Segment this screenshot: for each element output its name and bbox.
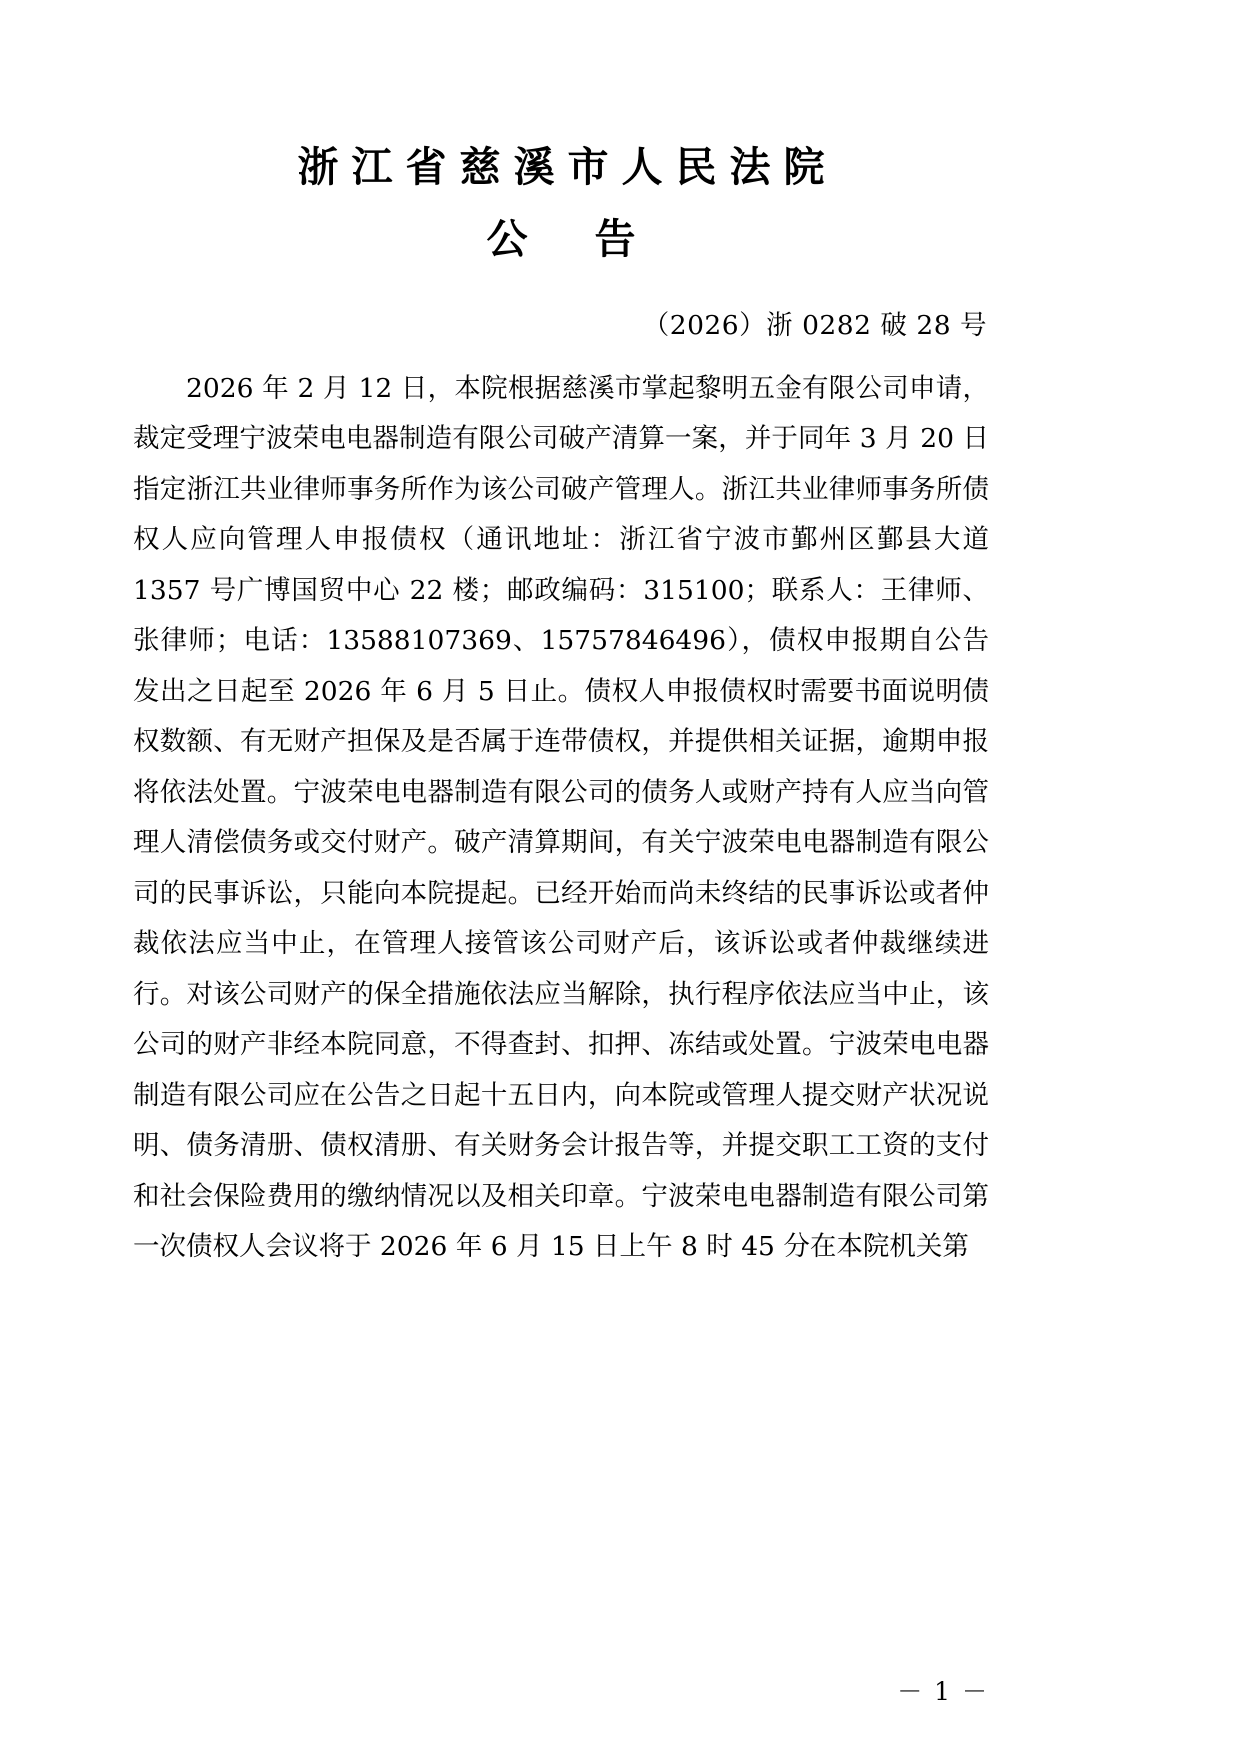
masthead bbox=[133, 0, 989, 264]
announcement-paragraph: 2026 年 2 月 12 日，本院根据慈溪市掌起黎明五金有限公司申请，裁定受理宁波荣电电器制造有限公司破产清算一案，并于同年 3 月 20 日指定浙江共业律师事务所作为该公司破产管理人。浙江共业律师事务所债权人应向管理人申报债权（通讯地址：浙江省宁波市鄞州区鄞县大道 1357 号广博国贸中心 22 楼；邮政编码：315100；联系人：王律师、张律师；电话：13588107369、15757846496），债权申报期自公告发出之日起至 2026 年 6 月 5 日止。债权人申报债权时需要书面说明债权数额、有无财产担保及是否属于连带债权，并提供相关证据，逾期申报将依法处置。宁波荣电电器制造有限公司的债务人或财产持有人应当向管理人清偿债务或交付财产。破产清算期间，有关宁波荣电电器制造有限公司的民事诉讼，只能向本院提起。已经开始而尚未终结的民事诉讼或者仲裁依法应当中止，在管理人接管该公司财产后，该诉讼或者仲裁继续进行。对该公司财产的保全措施依法应当解除，执行程序依法应当中止，该公司的财产非经本院同意，不得查封、扣押、冻结或处置。宁波荣电电器制造有限公司应在公告之日起十五日内，向本院或管理人提交财产状况说明、债务清册、债权清册、有关财务会计报告等，并提交职工工资的支付和社会保险费用的缴纳情况以及相关印章。宁波荣电电器制造有限公司第一次债权人会议将于 2026 年 6 月 15 日上午 8 时 45 分在本院机关第 bbox=[133, 372, 989, 1263]
case-number: （2026）浙 0282 破 28 号 bbox=[642, 310, 987, 342]
body-text bbox=[133, 364, 989, 1273]
page-number-footer: － 1 － bbox=[897, 1677, 989, 1706]
court-name-heading: 浙江省慈溪市人民法院 bbox=[297, 143, 838, 191]
document-content bbox=[133, 0, 989, 1273]
document-type-heading: 公 告 bbox=[486, 215, 649, 264]
